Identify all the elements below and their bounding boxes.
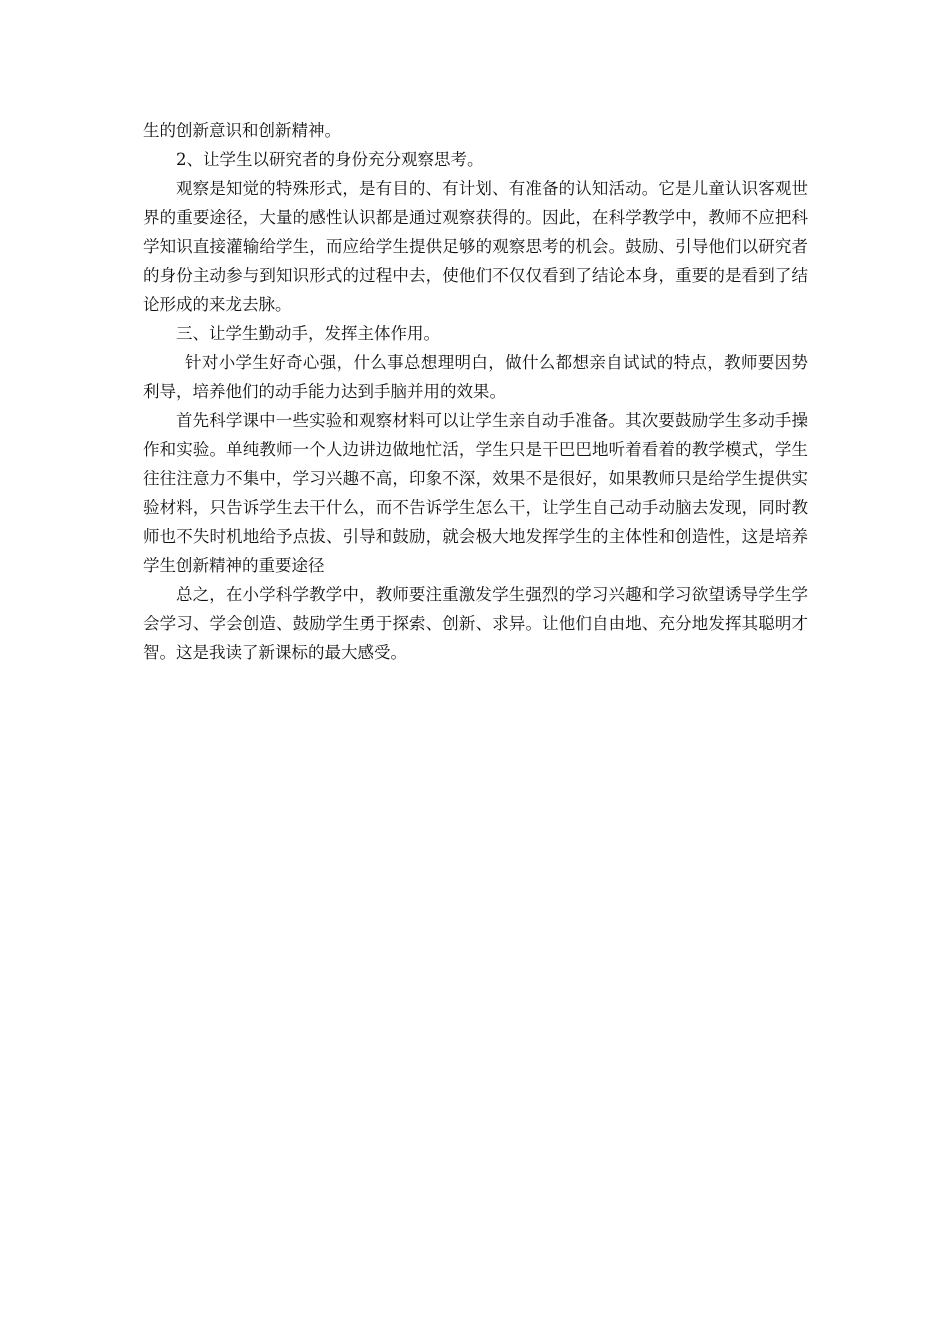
paragraph-subheading-observe: 2、让学生以研究者的身份充分观察思考。 <box>176 150 484 169</box>
document-body <box>143 116 808 667</box>
paragraph-observation: 观察是知觉的特殊形式，是有目的、有计划、有准备的认知活动。它是儿童认识客观世界的重要途径，大量的感性认识都是通过观察获得的。因此，在科学教学中，教师不应把科学知识直接灌输给学生，而应给学生提供足够的观察思考的机会。鼓励、引导他们以研究者的身份主动参与到知识形式的过程中去，使他们不仅仅看到了结论本身，重要的是看到了结论形成的来龙去脉。 <box>143 179 808 314</box>
paragraph-hands-on: 针对小学生好奇心强，什么事总想理明白，做什么都想亲自试试的特点，教师要因势利导，培养他们的动手能力达到手脑并用的效果。 <box>143 353 808 401</box>
paragraph-section-three-heading: 三、让学生勤动手，发挥主体作用。 <box>176 324 440 343</box>
paragraph-conclusion: 总之，在小学科学教学中，教师要注重激发学生强烈的学习兴趣和学习欲望诱导学生学会学习、学会创造、鼓励学生勇于探索、创新、求异。让他们自由地、充分地发挥其聪明才智。这是我读了新课标的最大感受。 <box>143 585 808 662</box>
paragraph-experiments: 首先科学课中一些实验和观察材料可以让学生亲自动手准备。其次要鼓励学生多动手操作和实验。单纯教师一个人边讲边做地忙活，学生只是干巴巴地听着看着的教学模式，学生往往注意力不集中，学习兴趣不高，印象不深，效果不是很好，如果教师只是给学生提供实验材料，只告诉学生去干什么，而不告诉学生怎么干，让学生自己动手动脑去发现，同时教师也不失时机地给予点拔、引导和鼓励，就会极大地发挥学生的主体性和创造性，这是培养学生创新精神的重要途径 <box>143 411 808 575</box>
paragraph-continuation: 生的创新意识和创新精神。 <box>143 121 341 140</box>
